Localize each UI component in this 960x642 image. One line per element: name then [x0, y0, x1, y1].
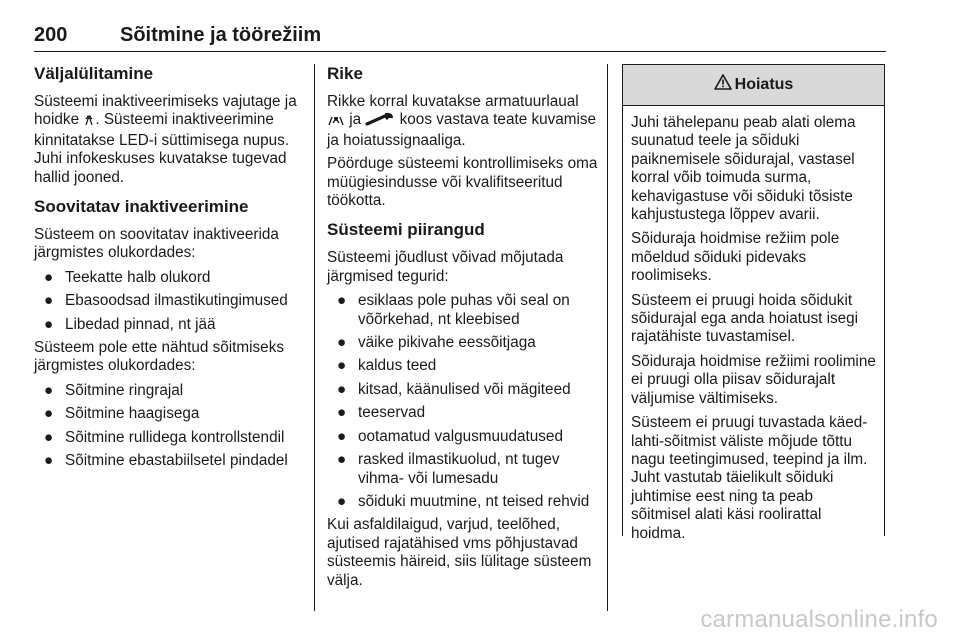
warning-paragraph: Süsteem ei pruugi tuvastada käed-lahti-sõitmist väliste mõjude tõttu nagu teetingimused, teepind ja ilm. Juht vastutab täielikult sõiduki juhtimise eest ning ta peab sõitmisel alati käsi roolirattal hoidma.: [631, 414, 868, 542]
warning-paragraph: Juhi tähelepanu peab alati olema suunatud teele ja sõiduki paiknemisele sõidurajal, vastasel korral võib toimuda surma, kehavigastuse või sõiduki tõsiste kahjustustega lõppev avarii.: [631, 114, 856, 224]
page-number: 200: [34, 24, 68, 46]
list-item: ● Sõitmine rullidega kontrollstendil: [44, 428, 285, 446]
list-item: ● Sõitmine haagisega: [44, 405, 200, 423]
list-item: ● Libedad pinnad, nt jää: [44, 315, 216, 333]
conditions-list: [34, 269, 304, 334]
fault-paragraph: Rikke korral kuvatakse armatuurlaual ja koos vastava teate kuvamise ja hoiatussignaaliga.: [327, 93, 597, 149]
list-item: ● Ebasoodsad ilmastikutingimused: [44, 292, 288, 310]
recommended-intro: Süsteem on soovitatav inaktiveerida järgmistes olukordades:: [34, 226, 279, 262]
limitations-intro: Süsteemi jõudlust võivad mõjutada järgmised tegurid:: [327, 249, 564, 285]
text-segment: Süsteemi inaktiveerimiseks vajutage ja hoidke: [34, 93, 297, 129]
watermark: carmanualsonline.info: [700, 606, 938, 633]
lane-keep-icon: [83, 113, 95, 131]
warning-header: [623, 64, 884, 106]
list-item: ● Sõitmine ebastabiilsetel pindadel: [44, 452, 288, 470]
lane-keep-icon: [327, 113, 345, 131]
list-item: ● ootamatud valgusmuudatused: [337, 427, 563, 445]
list-item: ● teeservad: [337, 404, 426, 422]
list-item: ● kitsad, käänulised või mägiteed: [337, 380, 571, 398]
warning-body: [623, 106, 884, 543]
list-item: ● Sõitmine ringrajal: [44, 381, 184, 399]
list-item: ● esiklaas pole puhas või seal on võõrkehad, nt kleebised: [337, 292, 570, 328]
chapter-title: Sõitmine ja töörežiim: [120, 24, 322, 46]
column-divider: [314, 64, 315, 611]
text-segment: . Süsteemi inaktiveerimine kinnitatakse LED-i süttimisega nupus. Juhi infokeskuses kuvatakse tugevad hallid jooned.: [34, 111, 290, 186]
limitations-conclusion: Kui asfaldilaigud, varjud, teelõhed, ajutised rajatähised vms põhjustavad süsteemis häireid, siis lülitage süsteem välja.: [327, 516, 592, 589]
list-item: ● rasked ilmastikuolud, nt tugev vihma- või lumesadu: [337, 451, 560, 487]
warning-paragraph: Sõiduraja hoidmise režiimi roolimine ei pruugi olla piisav sõidurajalt väljumise vältimiseks.: [631, 352, 876, 407]
list-item: ● väike pikivahe eessõitjaga: [337, 334, 536, 352]
warning-paragraph: Süsteem ei pruugi hoida sõidukit sõidurajal ega anda hoiatust isegi rajatähiste tuvastamisel.: [631, 291, 859, 346]
list-item: ● Teekatte halb olukord: [44, 268, 211, 286]
section-title-recommended-deactivation: Soovitatav inaktiveerimine: [34, 197, 249, 217]
wrench-icon: [365, 112, 395, 131]
list-item: ● kaldus teed: [337, 357, 437, 375]
page-header: [34, 24, 886, 52]
fault-contact-paragraph: Pöörduge süsteemi kontrollimiseks oma müügiesindusse või kvalifitseeritud töökotta.: [327, 155, 598, 210]
section-title-fault: Rike: [327, 64, 363, 83]
warning-title: Hoiatus: [734, 75, 794, 93]
section-title-deactivation: Väljalülitamine: [34, 64, 154, 83]
limitations-list: [327, 292, 599, 511]
warning-triangle-icon: [714, 74, 732, 95]
warning-paragraph: Sõiduraja hoidmise režiim pole mõeldud sõiduki pidevaks roolimiseks.: [631, 230, 840, 285]
not-intended-list: [34, 382, 304, 471]
column-1: [34, 64, 304, 476]
warning-box: [622, 64, 885, 542]
list-item: ● sõiduki muutmine, nt teised rehvid: [337, 492, 590, 510]
column-divider: [607, 64, 608, 611]
section-title-limitations: Süsteemi piirangud: [327, 220, 485, 240]
column-2: [327, 64, 599, 595]
not-intended-intro: Süsteem pole ette nähtud sõitmiseks järgmistes olukordades:: [34, 339, 284, 375]
deactivation-paragraph: [34, 93, 304, 187]
